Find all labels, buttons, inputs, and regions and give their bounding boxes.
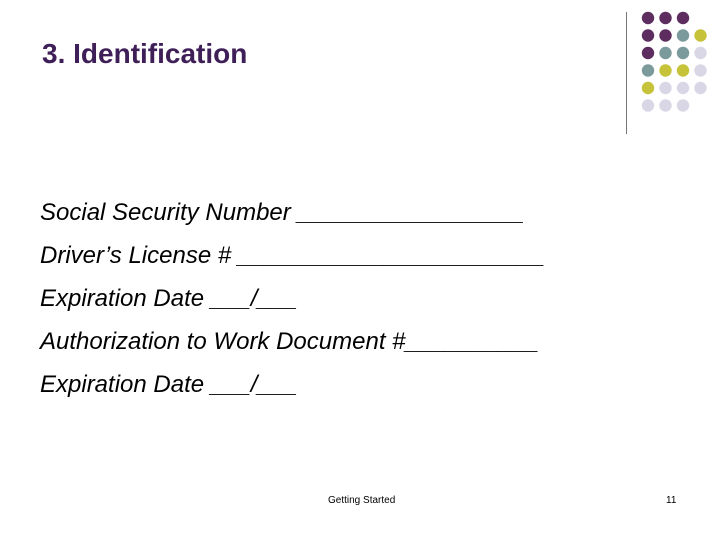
decorative-dot (659, 99, 671, 111)
decorative-dot (642, 82, 654, 94)
identification-fields-list (40, 191, 545, 406)
work-authorization-expiration-line: Expiration Date ___/___ (40, 371, 298, 398)
work-authorization-line: Authorization to Work Document #__________ (40, 328, 539, 355)
decorative-dot (677, 29, 689, 41)
decorative-dot (677, 99, 689, 111)
decorative-dot (659, 12, 671, 24)
slide-title: 3. Identification (42, 38, 248, 69)
decorative-dot (659, 64, 671, 76)
decorative-dot (642, 99, 654, 111)
decorative-dot (659, 82, 671, 94)
decorative-dot (642, 47, 654, 59)
decorative-dot (694, 47, 706, 59)
decorative-dot (642, 12, 654, 24)
decorative-dot (694, 64, 706, 76)
license-expiration-line: Expiration Date ___/___ (40, 285, 298, 312)
slide-number: 11 (666, 495, 677, 506)
decorative-dot (694, 29, 706, 41)
decorative-dot (694, 82, 706, 94)
decorative-dot (677, 82, 689, 94)
decorative-dot (642, 64, 654, 76)
decorative-dot (677, 64, 689, 76)
decorative-dot (677, 47, 689, 59)
slide-footer: Getting Started (328, 495, 396, 506)
decorative-dot (642, 29, 654, 41)
decorative-dot (659, 47, 671, 59)
decorative-dot (659, 29, 671, 41)
ssn-line: Social Security Number _________________ (40, 199, 525, 226)
decorative-dot (677, 12, 689, 24)
decorative-dot-grid (0, 0, 720, 160)
drivers-license-line: Driver’s License # _______________________ (40, 242, 545, 269)
